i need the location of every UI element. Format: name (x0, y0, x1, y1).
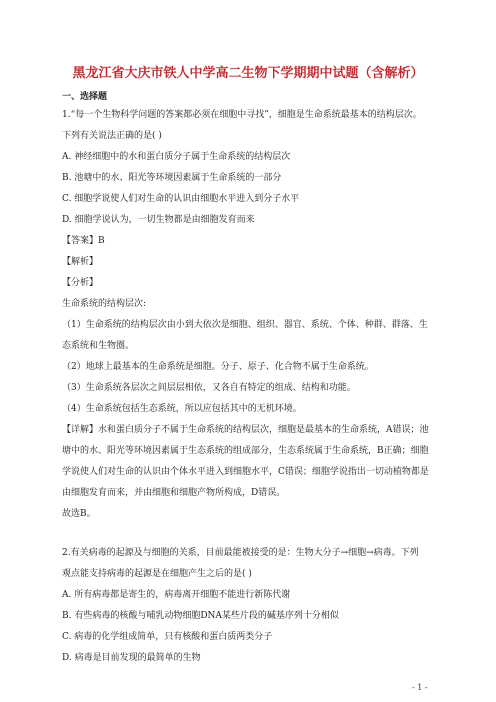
q1-fenxi-label: 【分析】 (62, 278, 99, 288)
q1-analysis-line-3: 态系统和生物圈。 (62, 341, 135, 351)
q2-option-c: C. 病毒的化学组成简单，只有核酸和蛋白质两类分子 (62, 632, 273, 642)
q1-option-c: C. 细胞学说使人们对生命的认识由细胞水平进入到分子水平 (62, 194, 300, 204)
q1-jiexi-label: 【解析】 (62, 257, 99, 267)
q2-option-b: B. 有些病毒的核酸与哺乳动物细胞DNA某些片段的碱基序列十分相似 (62, 611, 339, 621)
q1-answer: 【答案】B (62, 236, 105, 246)
q1-conclusion: 故选B。 (62, 509, 96, 519)
page-number: - 1 - (412, 683, 428, 692)
q2-stem-line-1: 2.有关病毒的起源及与细胞的关系，目前最能被接受的是：生物大分子→细胞→病毒。下列 (62, 548, 419, 558)
q1-stem-line-2: 下列有关说法正确的是( ) (62, 131, 162, 141)
q1-detail-line-4: 由细胞发育而来，并由细胞和细胞产物所构成，D错误。 (62, 488, 286, 498)
q2-stem-line-2: 观点能支持病毒的起源是在细胞产生之后的是( ) (62, 569, 252, 579)
q1-analysis-line-2: （1）生命系统的结构层次由小到大依次是细胞、组织、器官、系统、个体、种群、群落、生 (62, 320, 428, 330)
q2-option-a: A. 所有病毒都是寄生的，病毒离开细胞不能进行新陈代谢 (62, 590, 291, 600)
q1-analysis-line-4: （2）地球上最基本的生命系统是细胞。分子、原子、化合物不属于生命系统。 (62, 362, 374, 372)
q1-analysis-line-1: 生命系统的结构层次: (62, 299, 147, 309)
q1-detail-line-1: 【详解】水和蛋白质分子不属于生命系统的结构层次，细胞是最基本的生命系统，A错误；池 (62, 425, 429, 435)
q1-analysis-line-6: （4）生命系统包括生态系统，所以应包括其中的无机环境。 (62, 404, 302, 414)
q1-option-a: A. 神经细胞中的水和蛋白质分子属于生命系统的结构层次 (62, 152, 291, 162)
q1-option-d: D. 细胞学说认为，一切生物都是由细胞发育而来 (62, 215, 255, 225)
q1-detail-line-3: 学说使人们对生命的认识由个体水平进入到细胞水平，C错误；细胞学说指出一切动植物都是 (62, 467, 429, 477)
q1-detail-line-2: 塘中的水、阳光等环境因素属于生态系统的组成部分，生态系统属于生命系统，B正确；细胞 (62, 446, 429, 456)
section-heading: 一、选择题 (62, 92, 108, 102)
q1-analysis-line-5: （3）生命系统各层次之间层层相依，又各自有特定的组成、结构和功能。 (62, 383, 356, 393)
q2-option-d: D. 病毒是目前发现的最简单的生物 (62, 653, 201, 663)
q1-option-b: B. 池塘中的水、阳光等环境因素属于生命系统的一部分 (62, 173, 282, 183)
document-title: 黑龙江省大庆市铁人中学高二生物下学期期中试题（含解析） (72, 66, 424, 81)
q1-stem-line-1: 1.“每一个生物科学问题的答案都必须在细胞中寻找”，细胞是生命系统最基本的结构层次。 (62, 110, 422, 120)
